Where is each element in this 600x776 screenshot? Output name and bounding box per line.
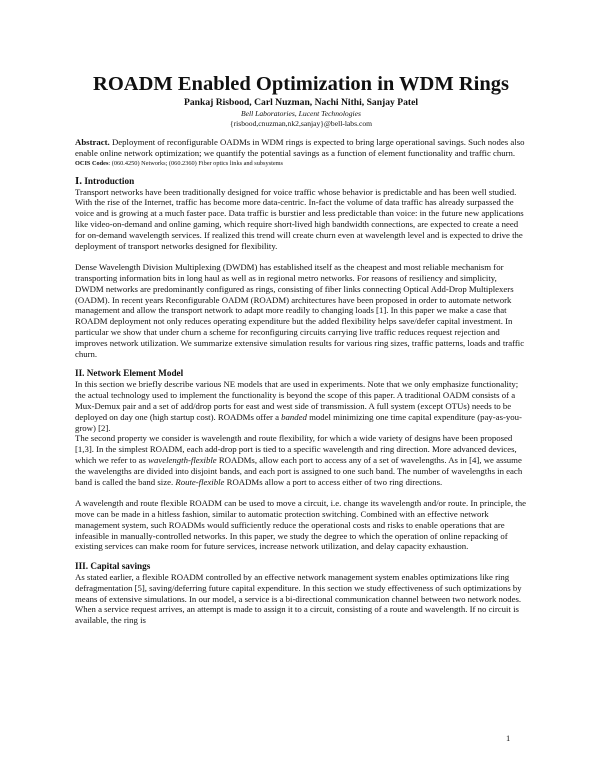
ocis-label: OCIS Codes — [75, 159, 109, 167]
author-list: Pankaj Risbood, Carl Nuzman, Nachi Nithi, Sanjay Patel — [184, 97, 418, 108]
model-paragraph-2: A wavelength and route flexible ROADM can be used to move a circuit, i.e. change its wavelength and/or route. In principle, the move can be made in a hitless fashion, similar to automatic protection switching. Combined with an effective network management system, such ROADMs would sufficiently reduce the operational costs and risks to enable operations that are infeasible in manually-controlled networks. In this paper, we study the degree to which the operation of online repacking of existing services can make room for future services, increase network utilization, and delay capacity exhaustion. — [75, 498, 526, 552]
model-emphasis: wavelength-flexible — [148, 454, 217, 465]
abstract — [75, 137, 527, 159]
intro-paragraph-2: Dense Wavelength Division Multiplexing (DWDM) has established itself as the cheapest and most reliable mechanism for transporting information bits in long haul as well as in regional metro networks. For reasons of resiliency and simplicity, DWDM networks are predominantly configured as rings, consisting of fiber links connecting Optical Add-Drop Multiplexers (OADM). In recent years Reconfigurable OADM (ROADM) architectures have been proposed in order to automate network management and allow the transport network to adapt more readily to changing loads [1]. In this paper we make a case that ROADM deployment not only reduces operating expenditure but the added flexibility helps save/defer capital investment. In particular we show that under churn a scheme for reconfiguring circuits carrying live traffic reduces request rejection and improves network utilization. We summarize extensive simulation results for various ring sizes, traffic patterns, loads and traffic churn. — [75, 262, 525, 359]
affiliation: Bell Laboratories, Lucent Technologies — [241, 109, 361, 118]
ocis-codes — [75, 160, 527, 168]
model-emphasis: Route-flexible — [175, 476, 225, 487]
paper-title: ROADM Enabled Optimization in WDM Rings — [93, 73, 509, 95]
section-heading-introduction — [75, 176, 527, 187]
section-number: I. — [75, 174, 83, 187]
section-title: Introduction — [82, 175, 135, 186]
intro-paragraph-1: Transport networks have been traditionally designed for voice traffic whose behavior is predictable and has been well studied. With the rise of the Internet, traffic has become more data-centric. In-fact the volume of data traffic has already surpassed the voice and is growing at a much faster pace. Data traffic is burstier and less predictable than voice: in the future new applications like video-on-demand and online gaming, which require short-lived high bandwidth connections, are expected to create a need for on-demand wavelength services. If realized this trend will create churn even at wavelength level and is expected to drive the deployment of transport networks designed for flexibility. — [75, 186, 524, 251]
model-text: The second property we consider is wavelength and route flexibility, for which a wide variety of designs have been proposed [1,3]. In the simplest ROADM, each add-drop port is tied to a specific wavelength and ring direction. More advanced devices, which we refer to as — [75, 433, 517, 465]
page-content — [75, 73, 527, 626]
model-text: model minimizing one time capital expenditure (pay-as-you-grow) [2]. — [75, 411, 522, 433]
model-paragraph-1 — [75, 379, 527, 487]
model-text: ROADMs allow a port to access either of two ring directions. — [224, 476, 443, 487]
section-heading-capital-savings: III. Capital savings — [75, 561, 151, 572]
author-emails: {risbood,cnuzman,nk2,sanjay}@bell-labs.com — [229, 119, 373, 128]
model-text: In this section we briefly describe various NE models that are used in experiments. Note that we only emphasize functionality; the actual technology used to implement the functionality is beyond the scope of this paper. A traditional OADM consists of a Mux-Demux pair and a set of add/drop ports for east and west side of transmission. A full system (except OTUs) needs to be deployed on day one (high startup cost). ROADMs offer a — [75, 379, 519, 422]
capital-paragraph-1: As stated earlier, a flexible ROADM controlled by an effective network management system enables optimizations like ring defragmentation [5], saving/deferring future capital expenditure. In this section we study effectiveness of such optimizations by means of extensive simulations. In our model, a service is a bi-directional communication channel between two network nodes. When a service request arrives, an attempt is made to assign it to a circuit, consisting of a route and wavelength. If no circuit is available, the ring is — [75, 572, 522, 626]
ocis-text: : (060.4250) Networks; (060.2360) Fiber optics links and subsystems — [108, 159, 283, 167]
page-number: 1 — [506, 733, 511, 743]
abstract-label: Abstract. — [75, 137, 110, 147]
model-text: ROADMs, allow each port to access any of a set of wavelengths. As in [4], we assume the wavelengths are divided into disjoint bands, and each port is assigned to one such band. The number of wavelengths in each band is called the band size. — [75, 454, 523, 487]
model-emphasis: banded — [281, 411, 307, 422]
section-heading-network-element-model: II. Network Element Model — [75, 368, 184, 379]
abstract-text: Deployment of reconfigurable OADMs in WDM rings is expected to bring large operational savings. Such nodes also enable online network optimization; we quantify the potential savings as a function of element functionality and traffic churn. — [75, 137, 525, 158]
